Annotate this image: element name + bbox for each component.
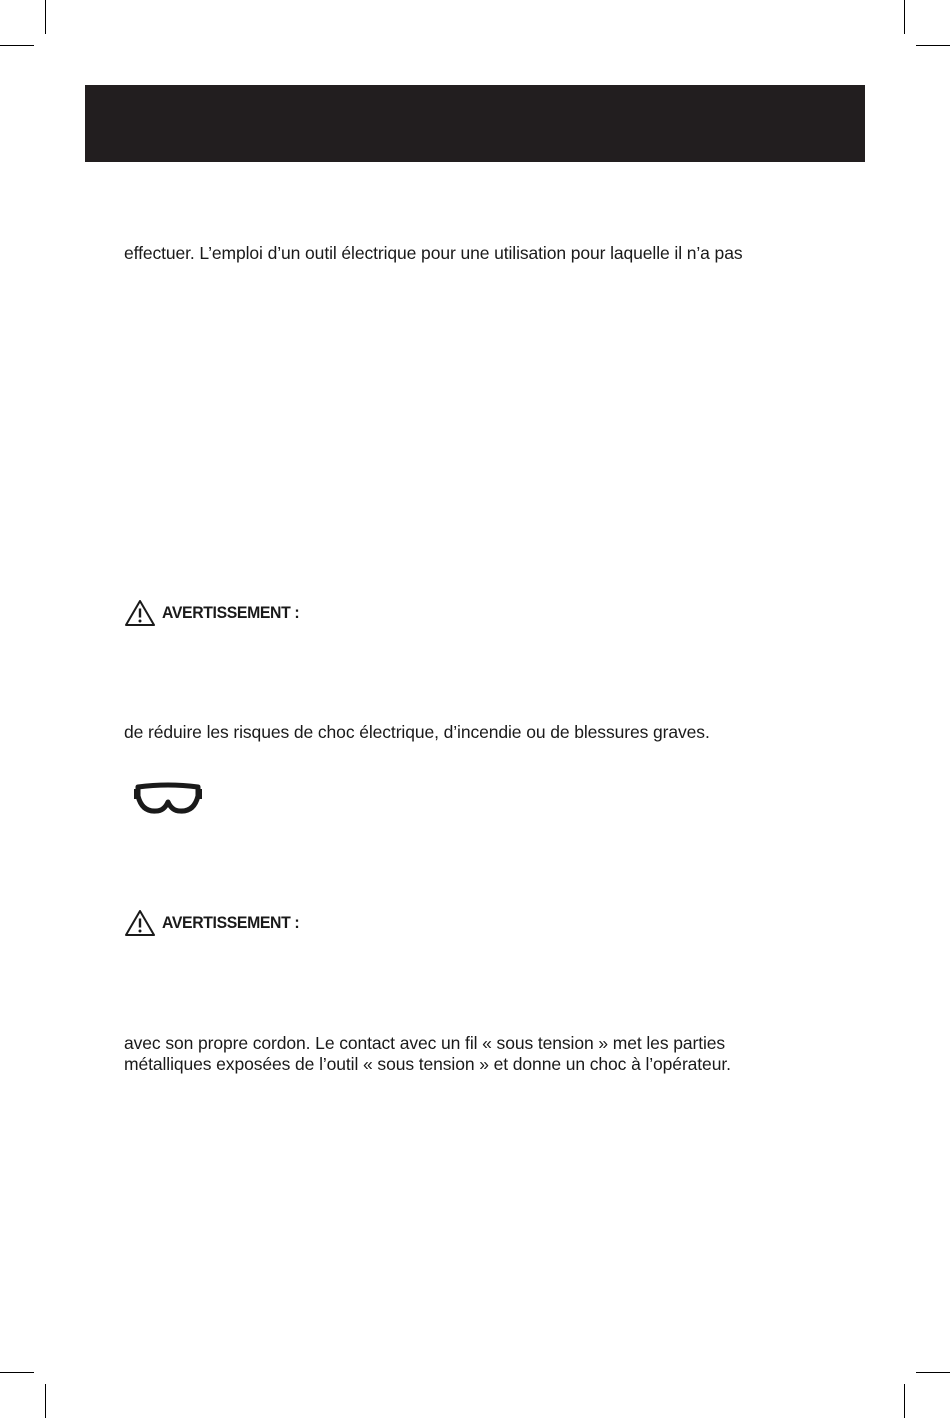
crop-mark (916, 1372, 950, 1373)
warning-triangle-icon (124, 909, 156, 937)
paragraph-line: avec son propre cordon. Le contact avec un fil « sous tension » met les parties (124, 1033, 726, 1053)
crop-mark (904, 0, 905, 34)
warning-heading (124, 599, 310, 627)
paragraph-line: effectuer. L’emploi d’un outil électrique pour une utilisation pour laquelle il n’a pas (124, 243, 743, 263)
paragraph-text (124, 722, 710, 743)
crop-mark (0, 45, 34, 46)
section-header-bar (85, 85, 865, 162)
paragraph-text (124, 1033, 731, 1075)
paragraph-text (124, 243, 742, 264)
crop-mark (0, 1372, 34, 1373)
paragraph-line: métalliques exposées de l’outil « sous tension » et donne un choc à l’opérateur. (124, 1054, 731, 1074)
crop-mark (916, 45, 950, 46)
warning-triangle-icon (124, 599, 156, 627)
warning-heading (124, 909, 310, 937)
crop-mark (45, 1384, 46, 1418)
crop-mark (45, 0, 46, 34)
crop-mark (904, 1384, 905, 1418)
paragraph-line: de réduire les risques de choc électrique, d’incendie ou de blessures graves. (124, 722, 710, 742)
safety-goggles-icon (134, 782, 202, 819)
warning-label: AVERTISSEMENT : (162, 603, 300, 622)
warning-label: AVERTISSEMENT : (162, 913, 300, 932)
